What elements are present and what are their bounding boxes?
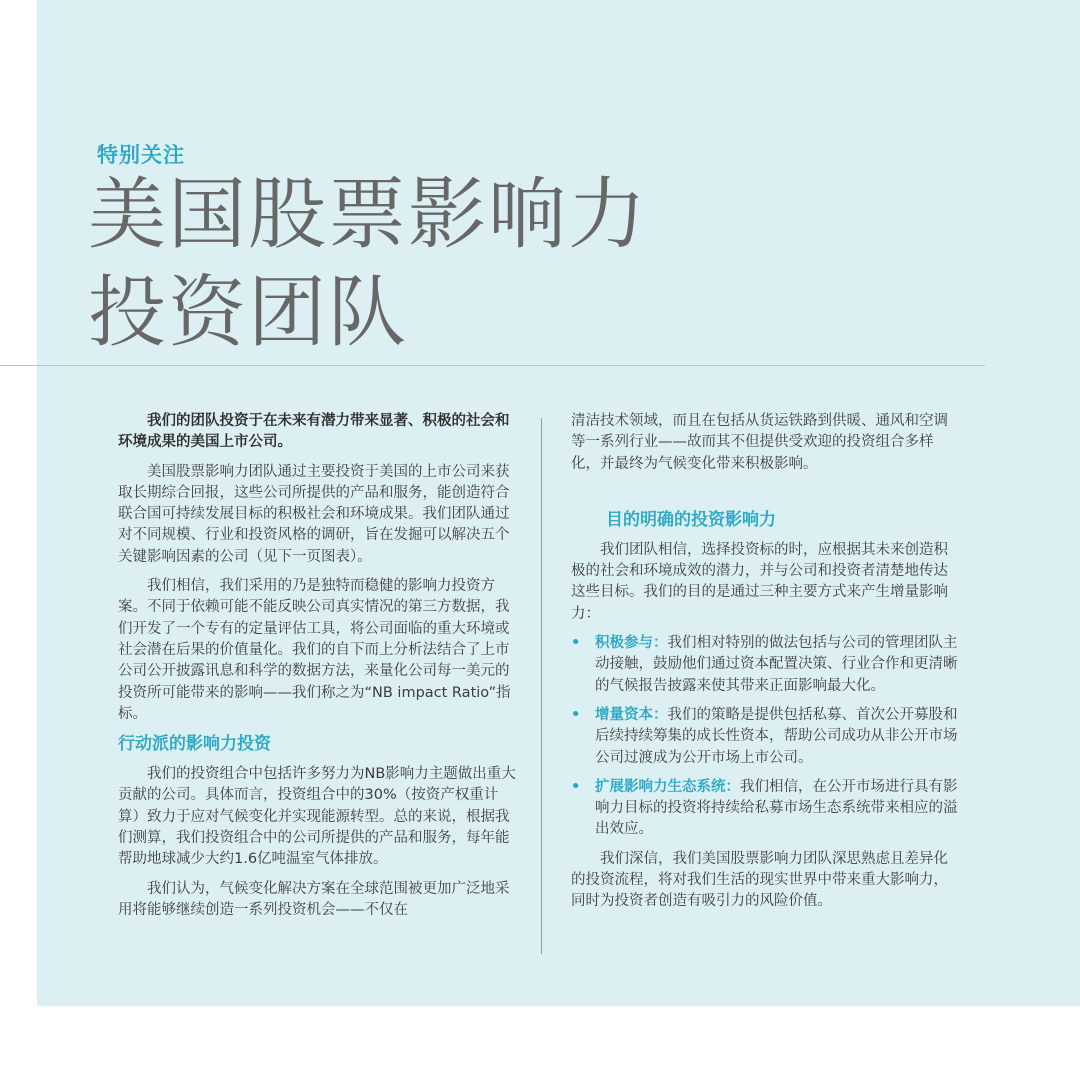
body-paragraph: 我们相信，我们采用的乃是独特而稳健的影响力投资方案。不同于依赖可能不能反映公司真实情况的第三方数据，我们开发了一个专有的定量评估工具，将公司面临的重大环境或社会潜在后果的价值量化。我们的自下而上分析法结合了上市公司公开披露讯息和科学的数据方法，来量化公司每一美元的投资所可能带来的影响——我们称之为“NB impact Ratio”指标。 [118,578,511,722]
left-text-column [118,411,517,929]
body-paragraph: 我们的投资组合中包括许多努力为NB影响力主题做出重大贡献的公司。具体而言，投资组合中的30%（按资产权重计算）致力于应对气候变化并实现能源转型。总的来说，根据我们测算，我们投资组合中的公司所提供的产品和服务，每年能帮助地球减少大约1.6亿吨温室气体排放。 [118,766,516,868]
body-paragraph: 我们深信，我们美国股票影响力团队深思熟虑且差异化的投资流程，将对我们生活的现实世界中带来重大影响力，同时为投资者创造有吸引力的风险价值。 [571,850,948,910]
section-eyebrow: 特别关注 [97,143,185,167]
bullet-text: 我们相信，在公开市场进行具有影响力目标的投资将持续给私募市场生态系统带来相应的溢出效应。 [595,778,958,838]
right-text-column [571,411,959,921]
body-paragraph-continued: 清洁技术领域，而且在包括从货运铁路到供暖、通风和空调等一系列行业——故而其不但提供受欢迎的投资组合多样化，并最终为气候变化带来积极影响。 [571,413,948,472]
page-title-line-1: 美国股票影响力 [88,170,649,260]
page-title-line-2: 投资团队 [88,268,409,358]
body-paragraph: 美国股票影响力团队通过主要投资于美国的上市公司来获取长期综合回报，这些公司所提供的产品和服务，能创造符合联合国可持续发展目标的积极社会和环境成果。我们团队通过对不同规模、行业和投资风格的调研，旨在发掘可以解决五个关键影响因素的公司（见下一页图表）。 [118,463,510,565]
bullet-text: 我们的策略是提供包括私募、首次公开募股和后续持续筹集的成长性资本，帮助公司成功从非公开市场公司过渡成为公开市场上市公司。 [595,706,958,766]
bullet-icon: • [571,635,581,652]
list-item [571,705,959,769]
lead-paragraph: 我们的团队投资于在未来有潜力带来显著、积极的社会和环境成果的美国上市公司。 [118,413,510,451]
bullet-term: 积极参与： [595,635,668,652]
body-paragraph: 我们团队相信，选择投资标的时，应根据其未来创造积极的社会和环境成效的潜力，并与公司和投资者清楚地传达这些目标。我们的目的是通过三种主要方式来产生增量影响力： [571,541,948,622]
bullet-icon: • [571,778,581,795]
list-item [571,777,959,841]
body-paragraph: 我们认为，气候变化解决方案在全球范围被更加广泛地采用将能够继续创造一系列投资机会——不仅在 [118,880,510,918]
bullet-list [571,633,959,841]
bullet-icon: • [571,706,581,723]
column-divider [541,418,542,954]
bullet-term: 扩展影响力生态系统： [595,778,740,795]
horizontal-rule [0,365,985,366]
section-heading: 目的明确的投资影响力 [606,509,776,530]
section-heading: 行动派的影响力投资 [118,734,271,755]
list-item [571,633,959,697]
bullet-term: 增量资本： [595,706,668,723]
bullet-text: 我们相对特别的做法包括与公司的管理团队主动接触，鼓励他们通过资本配置决策、行业合作和更清晰的气候报告披露来使其带来正面影响最大化。 [595,635,958,694]
page-title [88,166,648,362]
